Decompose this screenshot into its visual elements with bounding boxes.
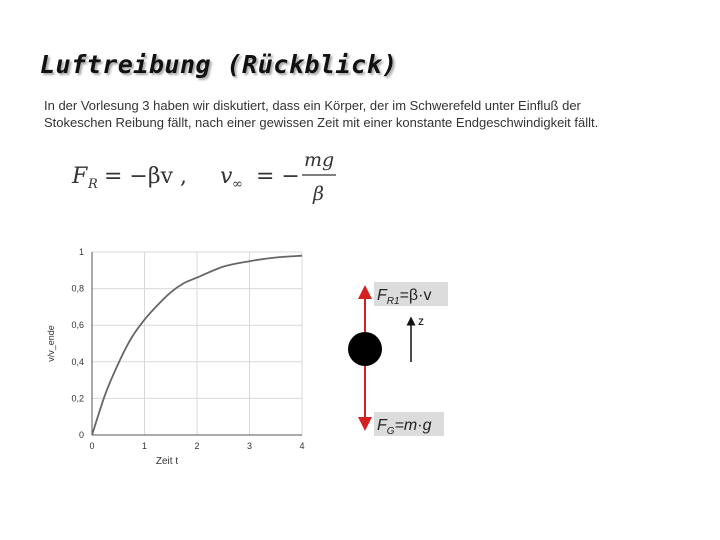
y-tick-label: 0 [78,430,84,440]
plot-grid [92,252,302,435]
formula-v: v [220,164,233,189]
formula-r-subscript: R [88,177,98,192]
friction-subscript: R1 [386,296,400,307]
x-tick-label: 1 [141,441,148,451]
x-tick-label: 2 [194,441,200,451]
paragraph-line-1: In der Vorlesung 3 haben wir diskutiert, dass ein Körper, der im Schwerefeld unter Einfluß der [44,98,581,113]
gravity-rhs: =m·g [394,417,432,434]
velocity-plot [40,240,320,475]
falling-body [348,332,382,366]
friction-formula [70,148,370,208]
y-tick-label: 1 [78,247,84,257]
x-axis-label: Zeit t [155,456,179,467]
y-axis-label: v/v_ende [46,325,56,362]
y-tick-label: 0,8 [71,283,84,294]
x-tick-label: 3 [246,441,253,451]
friction-f: F [377,287,387,304]
body-paragraph [44,97,694,131]
slide-title: Luftreibung (Rückblick) [40,50,398,79]
y-tick-label: 0,4 [71,356,84,367]
y-tick-label: 0,6 [71,320,84,331]
formula-infinity-subscript: ∞ [232,177,243,192]
force-diagram [330,272,460,447]
friction-rhs: =β·v [399,287,432,304]
x-tick-label: 0 [89,441,95,451]
z-axis-label: z [418,314,424,328]
gravity-subscript: G [386,426,395,437]
gravity-f: F [377,417,387,434]
formula-f: F [72,164,88,189]
y-tick-label: 0,2 [71,393,84,404]
x-tick-label: 4 [299,441,305,451]
paragraph-line-2: Stokeschen Reibung fällt, nach einer gewissen Zeit mit einer konstante Endgeschwindigkeit fällt. [44,115,599,130]
formula-denominator: β [313,183,324,205]
formula-friction-rhs: = −βv , [104,164,187,189]
formula-numerator: mg [304,149,335,171]
formula-equals-minus: = − [256,164,300,189]
